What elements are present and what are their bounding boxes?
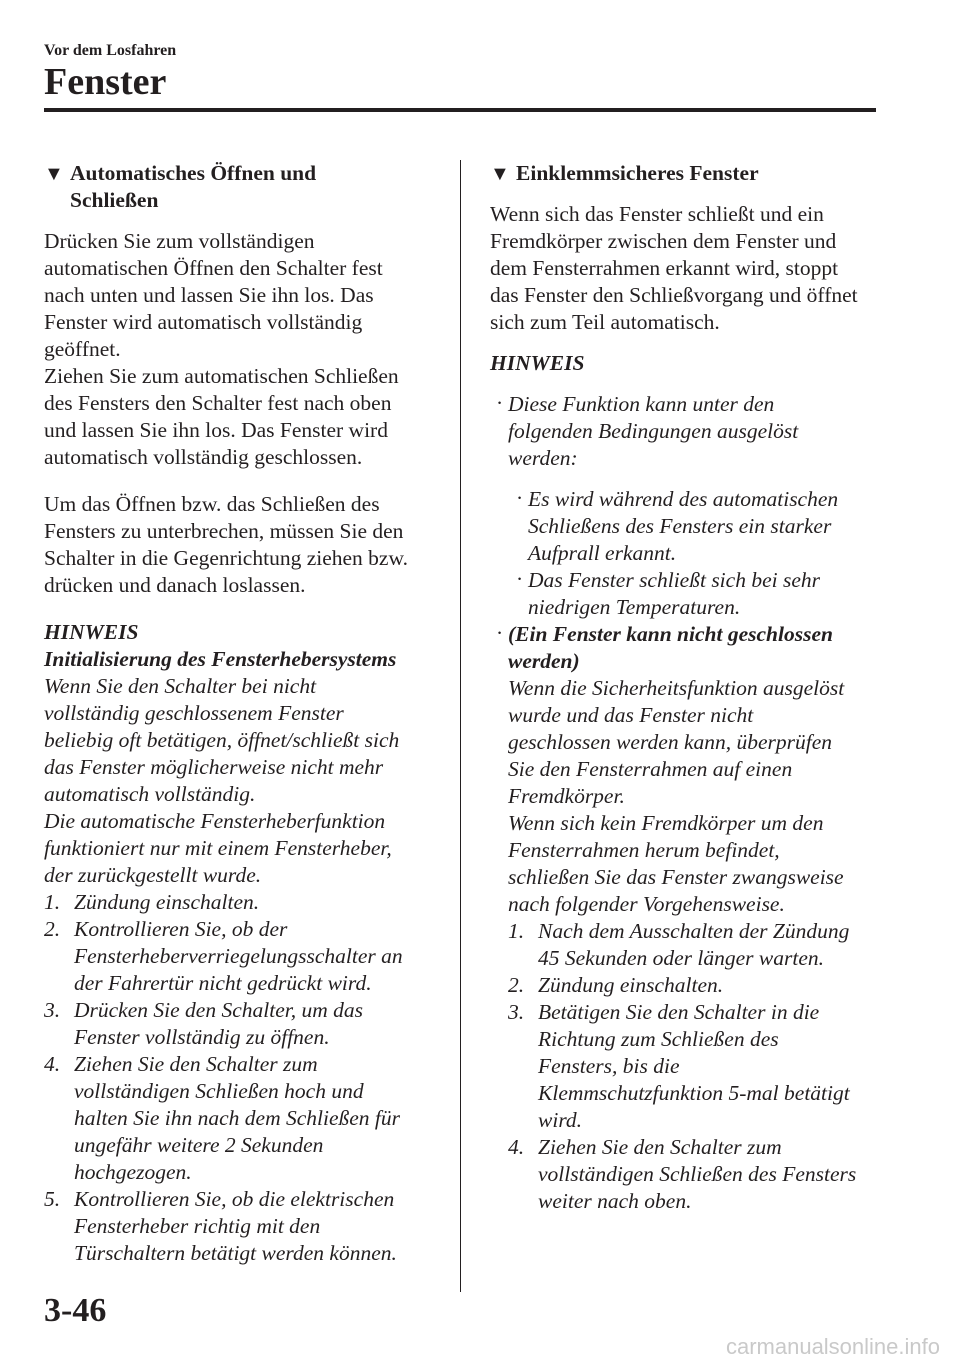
paragraph-auto [44, 228, 444, 471]
section-heading-anti-pinch [490, 160, 890, 187]
text-line: sich zum Teil automatisch. [490, 310, 720, 334]
text-line: Drücken Sie zum vollständigen [44, 229, 315, 253]
text-line: Die automatische Fensterheberfunktion [44, 809, 386, 833]
text-line: Fenster wird automatisch vollständig [44, 310, 363, 334]
section-heading-auto-open-close [44, 160, 444, 214]
section-label: Vor dem Losfahren [44, 42, 177, 59]
text-line: Um das Öffnen bzw. das Schließen des [44, 492, 380, 516]
text-line: automatisch vollständig. [44, 782, 256, 806]
text-line: drücken und danach loslassen. [44, 573, 306, 597]
page-title: Fenster [44, 61, 167, 103]
heading-line: Schließen [70, 188, 159, 212]
bullet-item: · (Ein Fenster kann nicht geschlossen werden) Wenn die Sicherheitsfunktion ausgelöst wurde und das Fenster nicht geschlossen werden kann, überprüfen Sie den Fensterrahmen auf einen Fremdkörper. Wenn sich kein Fremdkörper um den Fensterrahmen herum befindet, schließen Sie das Fenster zwangsweise nach folgender Vorgehensweise. 1. Nach dem Ausschalten der Zündung 45 Sekunden oder länger warten. 2. Zündung einschalten. 3. Betätigen Sie den Schalter in die Richtung zum Schließen des Fensters, bis die Klemmschutzfunktion 5-mal betätigt wird. 4. Ziehen Sie den Schalter zum vollständigen Schließen des Fensters weiter nach oben. [490, 621, 890, 1215]
text-line: Fensters zu unterbrechen, müssen Sie den [44, 519, 404, 543]
left-column [44, 160, 444, 1267]
text-line: das Fenster den Schließvorgang und öffnet [490, 283, 858, 307]
list-item: 4. Ziehen Sie den Schalter zum vollständigen Schließen des Fensters weiter nach oben. [508, 1135, 857, 1213]
step-list [508, 918, 890, 1215]
list-item: 3. Drücken Sie den Schalter, um das Fenster vollständig zu öffnen. [44, 998, 363, 1049]
heading-line: Einklemmsicheres Fenster [516, 161, 759, 185]
text-line: des Fensters den Schalter fest nach oben [44, 391, 392, 415]
text-line: Ziehen Sie zum automatischen Schließen [44, 364, 399, 388]
page-number: 3-46 [44, 1292, 107, 1329]
paragraph-interrupt [44, 491, 444, 599]
text-line: Fremdkörper zwischen dem Fenster und [490, 229, 837, 253]
watermark: carmanualsonline.info [725, 1334, 940, 1359]
paragraph-anti-pinch [490, 201, 890, 336]
text-line: nach unten und lassen Sie ihn los. Das [44, 283, 374, 307]
text-line: automatischen Öffnen den Schalter fest [44, 256, 383, 280]
text-line: und lassen Sie ihn los. Das Fenster wird [44, 418, 388, 442]
list-item: 2. Zündung einschalten. [508, 973, 724, 997]
text-line: Wenn sich das Fenster schließt und ein [490, 202, 824, 226]
text-line: Wenn Sie den Schalter bei nicht [44, 674, 317, 698]
note-title: Initialisierung des Fensterhebersystems [44, 647, 397, 671]
heading-line: Automatisches Öffnen und [70, 161, 317, 185]
list-item: 4. Ziehen Sie den Schalter zum vollständigen Schließen hoch und halten Sie ihn nach dem Schließen für ungefähr weitere 2 Sekunden hochgezogen. [44, 1052, 401, 1184]
text-line: Schalter in die Gegenrichtung ziehen bzw. [44, 546, 408, 570]
bullet-dot-icon: · [496, 621, 504, 645]
list-item: 5. Kontrollieren Sie, ob die elektrischen Fensterheber richtig mit den Türschaltern betätigt werden können. [44, 1187, 397, 1265]
column-divider [460, 160, 461, 1292]
list-item: 1. Nach dem Ausschalten der Zündung 45 Sekunden oder länger warten. [508, 919, 850, 970]
header-rule [44, 108, 876, 112]
text-line: vollständig geschlossenem Fenster [44, 701, 344, 725]
text-line: funktioniert nur mit einem Fensterheber, [44, 836, 392, 860]
triangle-bullet-icon: ▼ [44, 163, 64, 185]
bullet-dot-icon: · [516, 486, 524, 510]
sub-bullet-item: · Das Fenster schließt sich bei sehr niedrigen Temperaturen. [516, 567, 820, 619]
list-item: 2. Kontrollieren Sie, ob der Fensterheberverriegelungsschalter an der Fahrertür nicht gedrückt wird. [44, 917, 403, 995]
text-line: geöffnet. [44, 337, 121, 361]
text-line: automatisch vollständig geschlossen. [44, 445, 363, 469]
text-line: der zurückgestellt wurde. [44, 863, 262, 887]
note-text [44, 673, 444, 889]
sub-bullet-item: · Es wird während des automatischen Schließens des Fensters ein starker Aufprall erkannt. [516, 486, 839, 565]
triangle-bullet-icon: ▼ [490, 163, 510, 185]
list-item: 3. Betätigen Sie den Schalter in die Richtung zum Schließen des Fensters, bis die Klemmschutzfunktion 5-mal betätigt wird. [508, 1000, 850, 1132]
right-column [490, 160, 890, 1215]
bullet-item: · Diese Funktion kann unter den folgenden Bedingungen ausgelöst werden: [496, 391, 799, 470]
text-line: dem Fensterrahmen erkannt wird, stoppt [490, 256, 839, 280]
list-item: 1. Zündung einschalten. [44, 890, 260, 914]
text-line: beliebig oft betätigen, öffnet/schließt sich [44, 728, 400, 752]
step-list [44, 889, 444, 1267]
note-label: HINWEIS [44, 620, 139, 644]
text-line: das Fenster möglicherweise nicht mehr [44, 755, 384, 779]
note-label: HINWEIS [490, 351, 585, 375]
bullet-dot-icon: · [496, 391, 504, 415]
bullet-dot-icon: · [516, 567, 524, 591]
